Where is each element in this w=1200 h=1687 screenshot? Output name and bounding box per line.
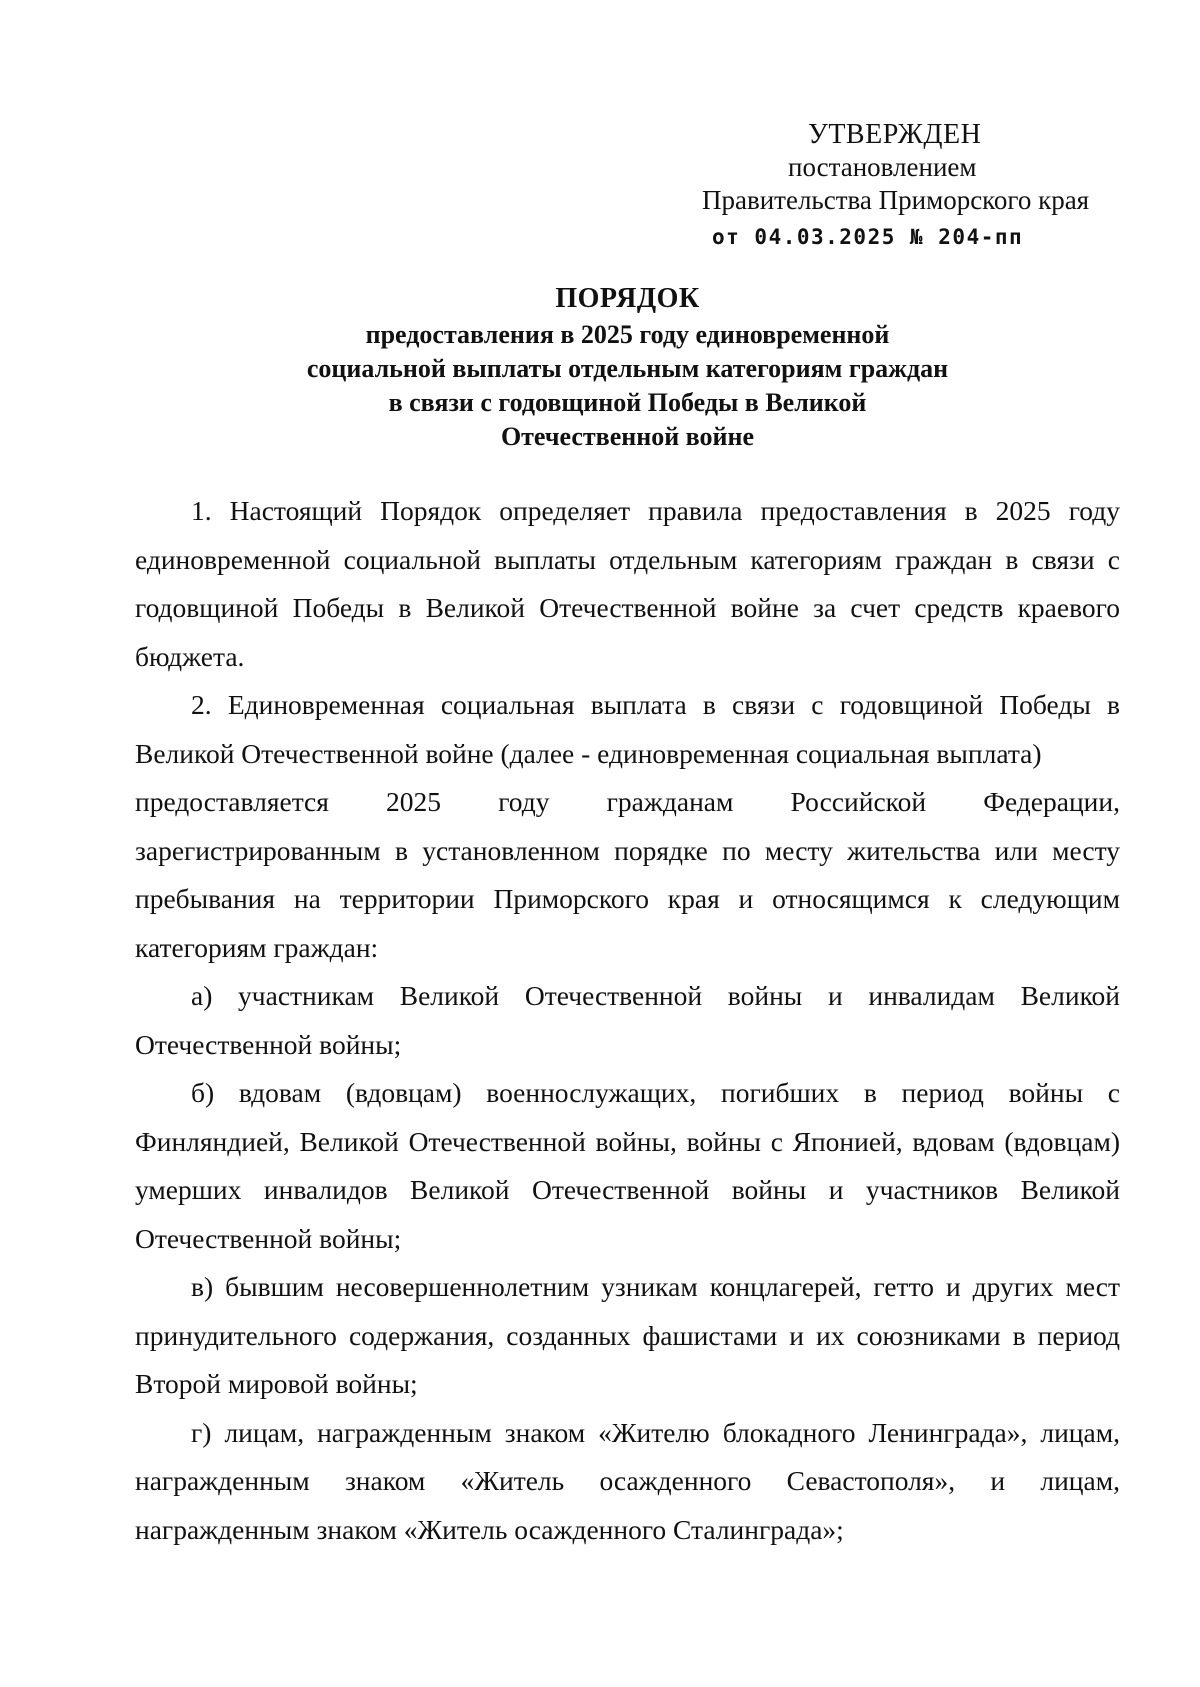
approval-authority: Правительства Приморского края — [702, 185, 1090, 215]
title-subline: предоставления в 2025 году единовременной — [365, 320, 890, 349]
approval-stamp — [690, 118, 1130, 254]
list-item-g: г) лицам, награжденным знаком «Жителю блокадного Ленинграда», лицам, награжденным знаком «Житель осажденного Севастополя», и лицам, награжденным знаком «Житель осажденного Сталинграда»; — [135, 1416, 1120, 1545]
paragraph-1: 1. Настоящий Порядок определяет правила предоставления в 2025 году единовременной социальной выплаты отдельным категориям граждан в связи с годовщиной Победы в Великой Отечественной войне за счет средств краевого бюджета. — [135, 495, 1120, 672]
document-title-block — [135, 282, 1120, 454]
list-item-v: в) бывшим несовершеннолетним узникам концлагерей, гетто и других мест принудительного содержания, созданных фашистами и их союзниками в период Второй мировой войны; — [135, 1271, 1120, 1399]
document-body — [135, 487, 1120, 1554]
list-item-a: а) участникам Великой Отечественной войны и инвалидам Великой Отечественной войны; — [135, 980, 1120, 1060]
title-subline: в связи с годовщиной Победы в Великой — [388, 388, 867, 417]
approval-date-number: от 04.03.2025 № 204-пп — [712, 225, 1024, 249]
approval-heading: УТВЕРЖДЕН — [808, 119, 982, 150]
document-title: ПОРЯДОК — [555, 283, 700, 314]
list-item-b: б) вдовам (вдовцам) военнослужащих, погибших в период войны с Финляндией, Великой Отечественной войны, войны с Японией, вдовам (вдовцам) умерших инвалидов Великой Отечественной войны и участников Великой Отечественной войны; — [135, 1077, 1120, 1254]
approval-resolution: постановлением — [788, 152, 977, 182]
title-subline: социальной выплаты отдельным категориям граждан — [306, 354, 949, 383]
title-subline: Отечественной войне — [500, 422, 755, 451]
paragraph-2-part-3: зарегистрированным в установленном порядке по месту жительства или месту пребывания на территории Приморского края и относящимся к следующим категориям граждан: — [135, 834, 1120, 963]
paragraph-2-part-2: предоставляется 2025 году гражданам Российской Федерации, — [135, 786, 1120, 817]
paragraph-2-part-1: 2. Единовременная социальная выплата в связи с годовщиной Победы в Великой Отечественной войне (далее - единовременная социальная выплата) — [135, 689, 1120, 769]
paragraph-2 — [135, 681, 1120, 972]
